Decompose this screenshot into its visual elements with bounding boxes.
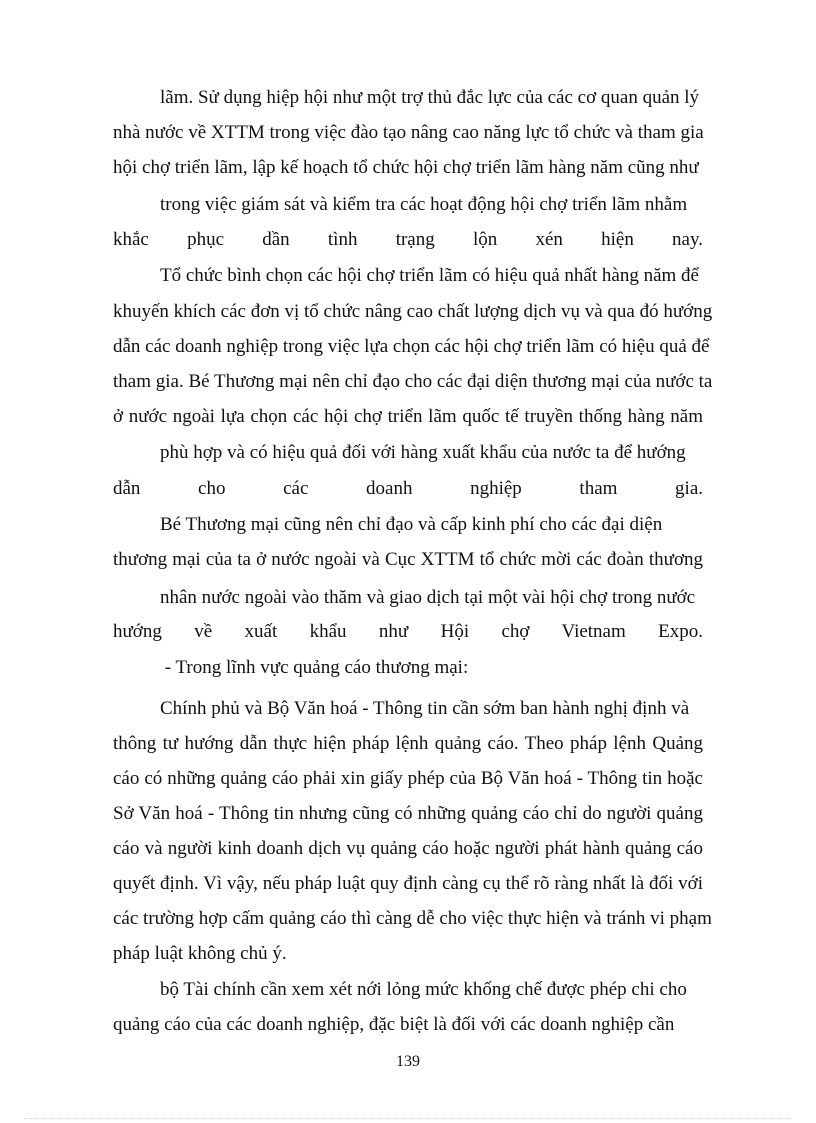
text-line-1: lãm. Sử dụng hiệp hội như một trợ thủ đắc lực của các cơ quan quản lý xyxy=(160,87,700,108)
text-line-25: pháp luật không chủ ý. xyxy=(113,943,287,964)
text-line-7: khuyến khích các đơn vị tổ chức nâng cao chất lượng dịch vụ và qua đó hướng xyxy=(113,301,713,322)
text-line-3: hội chợ triển lãm, lập kế hoạch tổ chức hội chợ triển lãm hàng năm cũng như xyxy=(113,157,699,178)
text-line-19: thông tư hướng dẫn thực hiện pháp lệnh quảng cáo. Theo pháp lệnh Quảng xyxy=(113,733,703,754)
text-line-4: trong việc giám sát và kiểm tra các hoạt động hội chợ triển lãm nhằm xyxy=(160,194,688,215)
text-line-9: tham gia. Bé Thương mại nên chỉ đạo cho các đại diện thương mại của nước ta xyxy=(113,371,713,392)
bottom-divider xyxy=(24,1118,792,1119)
text-line-14: thương mại của ta ở nước ngoài và Cục XTTM tổ chức mời các đoàn thương xyxy=(113,549,703,570)
text-line-17: - Trong lĩnh vực quảng cáo thương mại: xyxy=(160,657,469,678)
text-line-13: Bé Thương mại cũng nên chỉ đạo và cấp kinh phí cho các đại diện xyxy=(160,514,663,535)
text-line-15: nhân nước ngoài vào thăm và giao dịch tại một vài hội chợ trong nước xyxy=(160,587,696,608)
text-line-12: dẫn cho các doanh nghiệp tham gia. xyxy=(113,478,703,499)
text-line-21: Sở Văn hoá - Thông tin nhưng cũng có những quảng cáo chỉ do người quảng xyxy=(113,803,703,824)
text-line-8: dẫn các doanh nghiệp trong việc lựa chọn các hội chợ triển lãm có hiệu quả để xyxy=(113,336,710,357)
text-line-2: nhà nước về XTTM trong việc đào tạo nâng cao năng lực tổ chức và tham gia xyxy=(113,122,704,143)
text-line-18: Chính phủ và Bộ Văn hoá - Thông tin cần sớm ban hành nghị định và xyxy=(160,698,690,719)
text-line-10: ở nước ngoài lựa chọn các hội chợ triển lãm quốc tế truyền thống hàng năm xyxy=(113,406,703,427)
text-line-20: cáo có những quảng cáo phải xin giấy phép của Bộ Văn hoá - Thông tin hoặc xyxy=(113,768,703,789)
text-line-5: khắc phục dần tình trạng lộn xén hiện nay. xyxy=(113,229,703,250)
text-line-16: hướng về xuất khẩu như Hội chợ Vietnam Expo. xyxy=(113,621,703,642)
text-line-26: bộ Tài chính cần xem xét nới lỏng mức khống chế được phép chi cho xyxy=(160,979,687,1000)
page-number: 139 xyxy=(396,1053,420,1070)
text-line-22: cáo và người kinh doanh dịch vụ quảng cáo hoặc người phát hành quảng cáo xyxy=(113,838,703,859)
text-line-6: Tổ chức bình chọn các hội chợ triển lãm có hiệu quả nhất hàng năm để xyxy=(160,265,699,286)
text-line-27: quảng cáo của các doanh nghiệp, đặc biệt là đối với các doanh nghiệp cần xyxy=(113,1014,675,1035)
text-line-11: phù hợp và có hiệu quả đối với hàng xuất khẩu của nước ta để hướng xyxy=(160,442,686,463)
text-line-23: quyết định. Vì vậy, nếu pháp luật quy định càng cụ thể rõ ràng nhất là đối với xyxy=(113,873,703,894)
text-line-24: các trường hợp cấm quảng cáo thì càng dễ cho việc thực hiện và tránh vi phạm xyxy=(113,908,712,929)
